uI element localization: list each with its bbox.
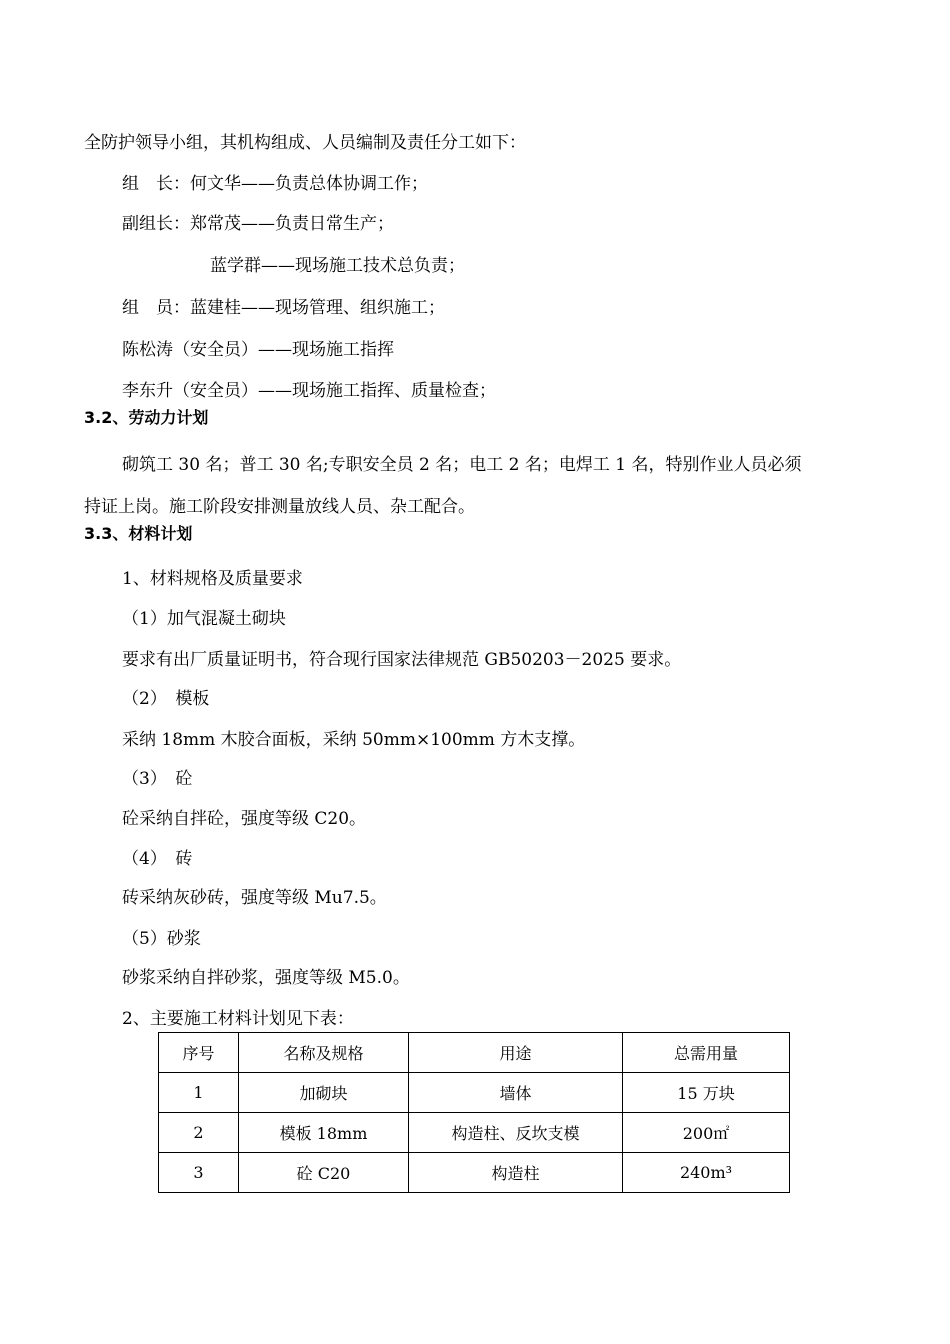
cell-usage: 构造柱: [409, 1153, 623, 1193]
table-row: [159, 1113, 790, 1153]
material-item-title: （2） 模板: [122, 689, 210, 709]
material-item-desc: 要求有出厂质量证明书，符合现行国家法律规范 GB50203－2025 要求。: [122, 650, 682, 670]
cell-usage: 墙体: [409, 1073, 623, 1113]
labor-plan-heading: 3.2、劳动力计划: [84, 408, 209, 427]
cell-name: 加砌块: [239, 1073, 409, 1113]
material-item-title: （3） 砼: [122, 769, 193, 789]
material-item-desc: 砂浆采纳自拌砂浆，强度等级 M5.0。: [122, 968, 410, 988]
leadership-intro: 全防护领导小组，其机构组成、人员编制及责任分工如下：: [84, 133, 526, 153]
cell-quantity: 240m³: [623, 1153, 790, 1193]
material-spec-title: 1、材料规格及质量要求: [122, 569, 303, 589]
material-plan-heading: 3.3、材料计划: [84, 524, 193, 543]
member-line: 组 员：蓝建桂——现场管理、组织施工；: [122, 298, 445, 318]
material-item-desc: 采纳 18mm 木胶合面板，采纳 50mm×100mm 方木支撑。: [122, 730, 586, 750]
material-item-title: （1）加气混凝土砌块: [122, 609, 286, 629]
cell-index: 3: [159, 1153, 239, 1193]
table-row: [159, 1073, 790, 1113]
column-header-name: 名称及规格: [239, 1033, 409, 1073]
table-row: [159, 1153, 790, 1193]
cell-name: 模板 18mm: [239, 1113, 409, 1153]
labor-paragraph-line-2: 持证上岗。施工阶段安排测量放线人员、杂工配合。: [84, 497, 475, 517]
material-item-desc: 砖采纳灰砂砖，强度等级 Mu7.5。: [122, 888, 387, 908]
deputy-tech-line: 蓝学群——现场施工技术总负责；: [210, 256, 465, 276]
cell-index: 2: [159, 1113, 239, 1153]
materials-table: [158, 1032, 790, 1193]
material-item-title: （4） 砖: [122, 849, 193, 869]
deputy-line: 副组长：郑常茂——负责日常生产；: [122, 214, 394, 234]
leader-line: 组 长：何文华——负责总体协调工作；: [122, 174, 428, 194]
material-plan-title: 2、主要施工材料计划见下表：: [122, 1009, 354, 1029]
material-item-desc: 砼采纳自拌砼，强度等级 C20。: [122, 809, 367, 829]
safety-officer-line-1: 陈松涛（安全员）——现场施工指挥: [122, 340, 394, 360]
column-header-index: 序号: [159, 1033, 239, 1073]
cell-usage: 构造柱、反坎支模: [409, 1113, 623, 1153]
cell-name: 砼 C20: [239, 1153, 409, 1193]
cell-index: 1: [159, 1073, 239, 1113]
material-item-title: （5）砂浆: [122, 929, 201, 949]
column-header-quantity: 总需用量: [623, 1033, 790, 1073]
safety-officer-line-2: 李东升（安全员）——现场施工指挥、质量检查；: [122, 381, 496, 401]
cell-quantity: 15 万块: [623, 1073, 790, 1113]
labor-paragraph-line-1: 砌筑工 30 名；普工 30 名;专职安全员 2 名；电工 2 名；电焊工 1 名，特别作业人员必须: [122, 455, 802, 475]
cell-quantity: 200㎡: [623, 1113, 790, 1153]
table-header-row: [159, 1033, 790, 1073]
column-header-usage: 用途: [409, 1033, 623, 1073]
